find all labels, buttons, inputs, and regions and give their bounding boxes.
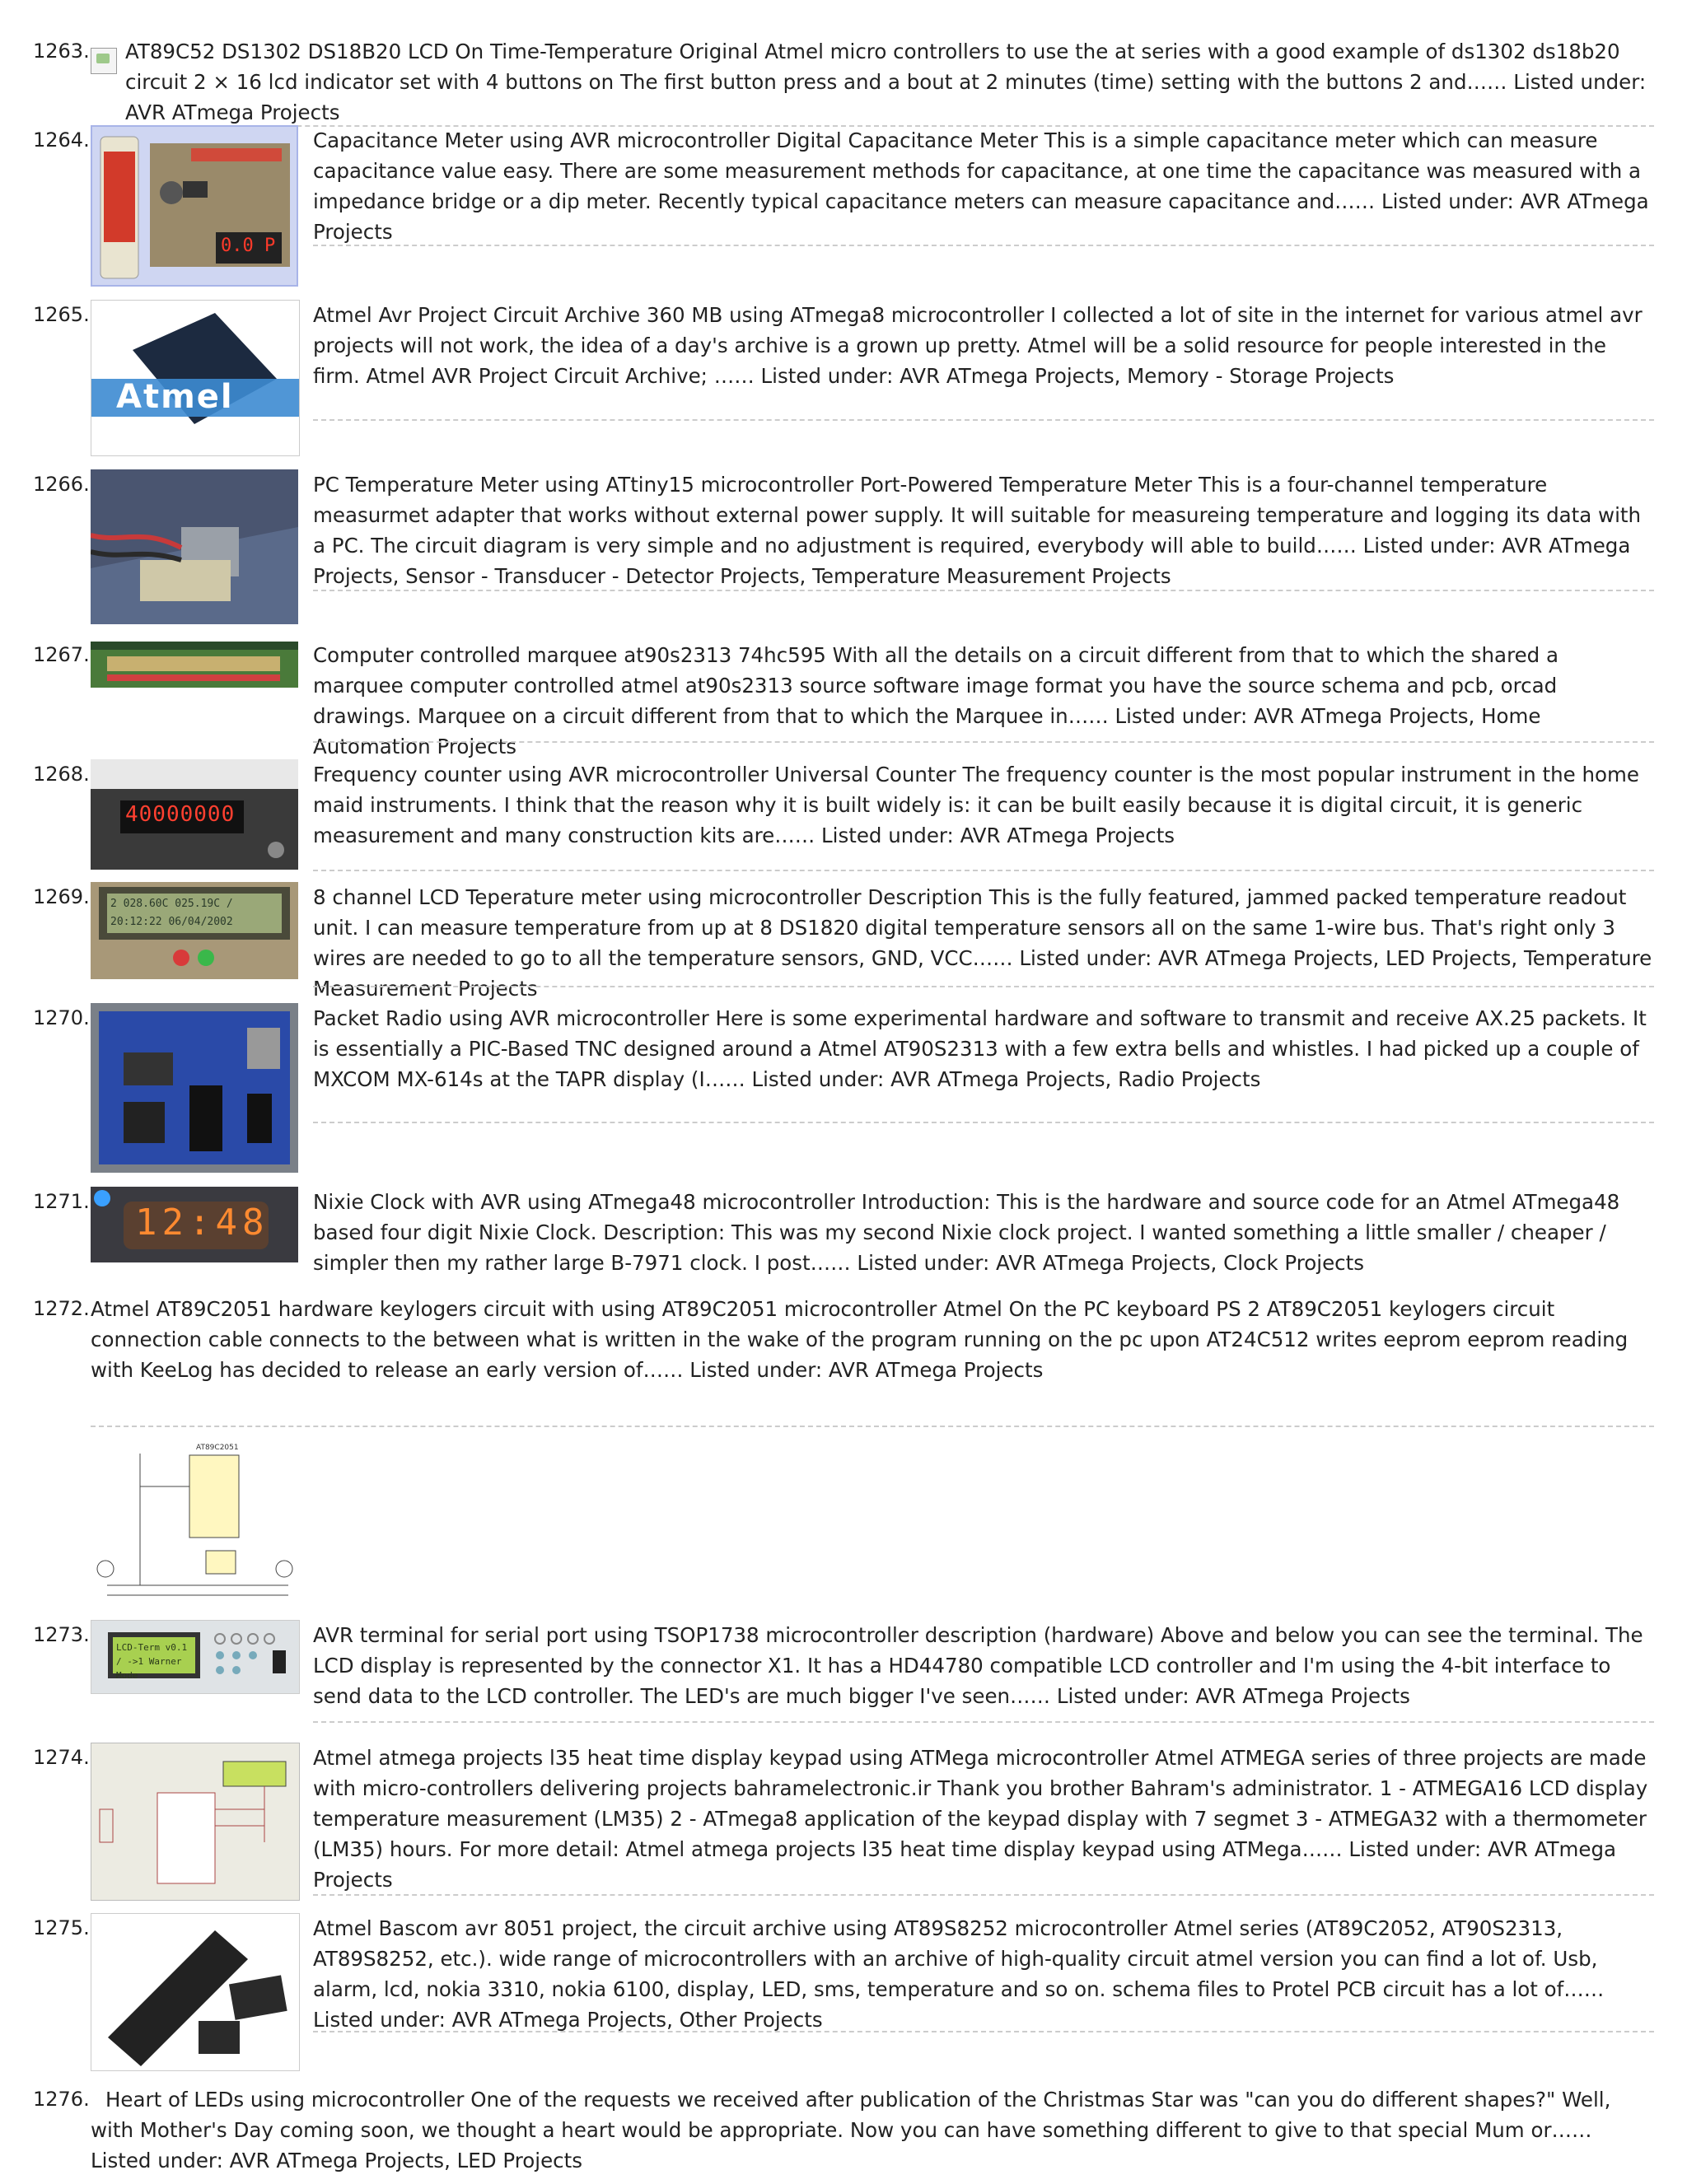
item-description[interactable]: Nixie Clock with AVR using ATmega48 microcontroller Introduction: This is the hardware and source code for an Atmel ATmega48 based four digit Nixie Clock. Description: This was my second Nixie clock project. I wanted something a little smaller / cheaper / simpler then my rather large B-7971 clock. I post…… Listed under: AVR ATmega Projects, Clock Projects bbox=[313, 1190, 1620, 1275]
separator bbox=[313, 741, 1654, 743]
lcd-temperature-meter-thumbnail[interactable] bbox=[91, 882, 298, 979]
temperature-meter-thumbnail[interactable] bbox=[91, 469, 298, 624]
separator bbox=[313, 986, 1654, 987]
item-description[interactable]: AT89C52 DS1302 DS18B20 LCD On Time-Temperature Original Atmel micro controllers to use the at series with a good example of ds1302 ds18b20 circuit 2 × 16 lcd indicator set with 4 buttons on The first button press and a bout at 2 minutes (time) setting with the buttons 2 and…… Listed under: AVR ATmega Projects bbox=[125, 40, 1647, 124]
item-number: 1265. bbox=[33, 303, 90, 326]
thumbnail-display-readout: 0.0 P bbox=[221, 236, 276, 256]
item-number: 1270. bbox=[33, 1006, 90, 1029]
nixie-clock-thumbnail[interactable] bbox=[91, 1187, 298, 1262]
atmel-bascom-thumbnail[interactable] bbox=[91, 1913, 300, 2071]
item-description[interactable]: Heart of LEDs using microcontroller One of the requests we received after publication of the Christmas Star was "can you do different shapes?" Well, with Mother's Day coming soon, we thought a heart would be appropriate. Now you can have something different to give to that special Mum or…… Listed under: AVR ATmega Projects, LED Projects bbox=[91, 2088, 1611, 2172]
thumbnail-display-readout: LCD-Term v0.1 / ->1 Warner Mode bbox=[116, 1642, 188, 1681]
separator bbox=[313, 1721, 1654, 1723]
separator bbox=[313, 419, 1654, 421]
item-description[interactable]: Frequency counter using AVR microcontroller Universal Counter The frequency counter is the most popular instrument in the home maid instruments. I think that the reason why it is built widely is: it can be built easily because it is digital circuit, it is generic measurement and many construction kits are…… Listed under: AVR ATmega Projects bbox=[313, 763, 1639, 847]
broken-image-icon bbox=[91, 48, 117, 74]
separator bbox=[313, 1894, 1654, 1896]
atmel-chip-thumbnail[interactable] bbox=[91, 300, 300, 456]
item-description[interactable]: Atmel atmega projects l35 heat time display keypad using ATMega microcontroller Atmel ATMEGA series of three projects are made with micro-controllers delivering projects bahramelectronic.ir Thank you brother Bahram's administrator. 1 - ATMEGA16 LCD display temperature measurement (LM35) 2 - ATmega8 application of the keypad display with 7 segmet 3 - ATMEGA32 with a thermometer (LM35) hours. For more detail: Atmel atmega projects l35 heat time display keypad using ATMega…… Listed under: AVR ATmega Projects bbox=[313, 1746, 1648, 1892]
schematic-chip-label: AT89C2051 bbox=[196, 1444, 239, 1452]
separator bbox=[313, 870, 1654, 871]
item-number: 1276. bbox=[33, 2088, 90, 2111]
item-description[interactable]: Computer controlled marquee at90s2313 74hc595 With all the details on a circuit different from that to which the shared a marquee computer controlled atmel at90s2313 source software image format you have the source schema and pcb, orcad drawings. Marquee on a circuit different from that to which the Marquee in…… Listed under: AVR ATmega Projects, Home Automation Projects bbox=[313, 643, 1559, 758]
thumbnail-display-readout: 12:48 bbox=[135, 1202, 269, 1244]
atmega-projects-thumbnail[interactable] bbox=[91, 1743, 300, 1901]
item-description[interactable]: PC Temperature Meter using ATtiny15 microcontroller Port-Powered Temperature Meter This is a four-channel temperature measurmet adapter that works without external power supply. It will suitable for measureing temperature and logging its data with a PC. The circuit diagram is very simple and no adjustment is required, everybody will able to build…… Listed under: AVR ATmega Projects, Sensor - Transducer - Detector Projects, Temperature Measurement Projects bbox=[313, 473, 1642, 588]
item-number: 1268. bbox=[33, 763, 90, 786]
item-description[interactable]: Atmel AT89C2051 hardware keylogers circuit with using AT89C2051 microcontroller Atmel On the PC keyboard PS 2 AT89C2051 keylogers circuit connection cable connects to the between what is written in the wake of the program running on the pc upon AT24C512 writes eeprom eeprom reading with KeeLog has decided to release an early version of…… Listed under: AVR ATmega Projects bbox=[91, 1297, 1629, 1382]
item-description[interactable]: Packet Radio using AVR microcontroller Here is some experimental hardware and software to transmit and receive AX.25 packets. It is essentially a PIC-Based TNC designed around a Atmel AT90S2313 with a few extra bells and whistles. I had picked up a couple of MXCOM MX-614s at the TAPR display (I…… Listed under: AVR ATmega Projects, Radio Projects bbox=[313, 1006, 1647, 1091]
thumbnail-display-readout: 2 028.60C 025.19C / 20:12:22 06/04/2002 bbox=[110, 898, 233, 928]
thumbnail-display-readout: 40000000 bbox=[125, 802, 236, 827]
item-description[interactable]: Atmel Bascom avr 8051 project, the circuit archive using AT89S8252 microcontroller Atmel series (AT89C2052, AT90S2313, AT89S8252, etc.). wide range of microcontrollers with an archive of high-quality circuit atmel version you can find a lot of. Usb, alarm, lcd, nokia 3310, nokia 6100, display, LED, sms, temperature and so on. schema files to Protel PCB circuit has a lot of…… Listed under: AVR ATmega Projects, Other Projects bbox=[313, 1916, 1605, 2032]
separator bbox=[313, 245, 1654, 246]
circuit-board-image bbox=[92, 127, 298, 287]
thumbnail-brand-label: Atmel bbox=[116, 378, 234, 416]
item-number: 1264. bbox=[33, 128, 90, 152]
capacitance-meter-thumbnail[interactable] bbox=[91, 125, 298, 287]
separator bbox=[91, 1426, 1654, 1427]
avr-terminal-thumbnail[interactable] bbox=[91, 1620, 300, 1694]
packet-radio-board-image bbox=[91, 1003, 298, 1173]
keylogger-schematic-thumbnail[interactable] bbox=[91, 1437, 298, 1610]
item-description[interactable]: Capacitance Meter using AVR microcontroller Digital Capacitance Meter This is a simple capacitance meter which can measure capacitance value easy. There are some measurement methods for capacitance, at one time the capacitance was measured with a impedance bridge or a dip meter. Recently typical capacitance meters can measure capacitance and…… Listed under: AVR ATmega Projects bbox=[313, 128, 1649, 244]
item-number: 1275. bbox=[33, 1916, 90, 1939]
packet-radio-thumbnail[interactable] bbox=[91, 1003, 298, 1173]
item-number: 1274. bbox=[33, 1746, 90, 1769]
atmega-schematic-image bbox=[91, 1743, 299, 1900]
item-number: 1266. bbox=[33, 473, 90, 496]
separator bbox=[313, 1122, 1654, 1123]
schematic-image bbox=[91, 1437, 298, 1610]
item-description[interactable]: Atmel Avr Project Circuit Archive 360 MB using ATmega8 microcontroller I collected a lot of site in the internet for various atmel avr projects will not work, the idea of a day's archive is a grown up pretty. Atmel will be a solid resource for people interested in the firm. Atmel AVR Project Circuit Archive; …… Listed under: AVR ATmega Projects, Memory - Storage Projects bbox=[313, 303, 1643, 388]
item-description[interactable]: 8 channel LCD Teperature meter using microcontroller Description This is the fully featured, jammed packed temperature readout unit. I can measure temperature from up at 8 DS1820 digital temperature sensors all on the same 1-wire bus. That's right only 3 wires are needed to go to all the temperature sensors, GND, VCC…… Listed under: AVR ATmega Projects, LED Projects, Temperature Measurement Projects bbox=[313, 885, 1652, 1001]
marquee-thumbnail[interactable] bbox=[91, 642, 298, 688]
item-number: 1267. bbox=[33, 643, 90, 666]
separator bbox=[313, 2031, 1654, 2032]
item-number: 1271. bbox=[33, 1190, 90, 1213]
item-number: 1273. bbox=[33, 1623, 90, 1646]
item-description[interactable]: AVR terminal for serial port using TSOP1738 microcontroller description (hardware) Above and below you can see the terminal. The LCD display is represented by the connector X1. It has a HD44780 compatible LCD controller and I'm using the 4-bit interface to send data to the LCD controller. The LED's are much bigger I've seen…… Listed under: AVR ATmega Projects bbox=[313, 1623, 1643, 1708]
item-number: 1263. bbox=[33, 40, 90, 63]
marquee-board-image bbox=[91, 642, 298, 688]
frequency-counter-thumbnail[interactable] bbox=[91, 759, 298, 870]
separator bbox=[313, 590, 1654, 591]
temperature-adapter-image bbox=[91, 469, 298, 624]
item-number: 1269. bbox=[33, 885, 90, 908]
item-number: 1272. bbox=[33, 1297, 90, 1320]
atmel-chips-image bbox=[91, 1914, 299, 2070]
